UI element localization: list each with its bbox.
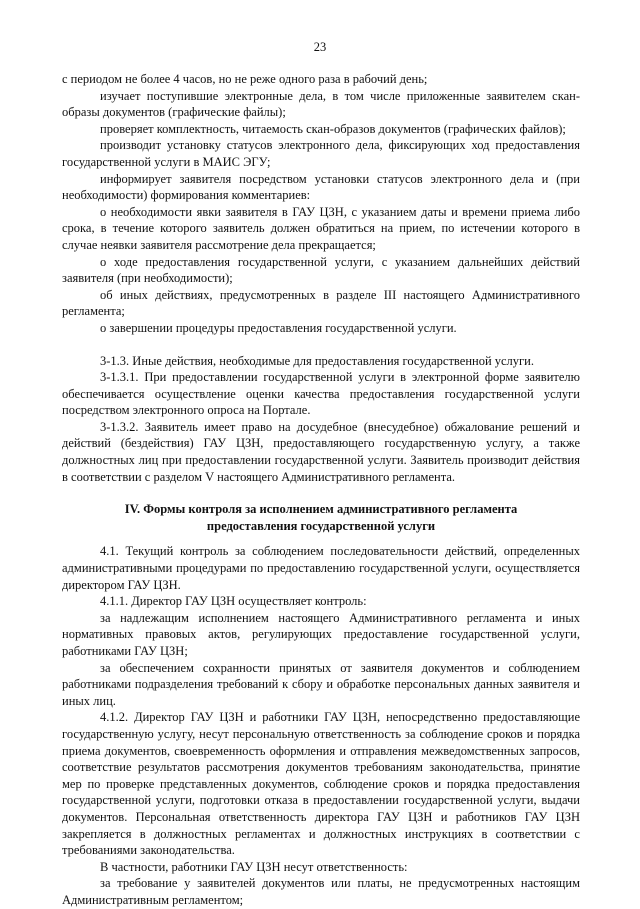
paragraph-procedure-completion: о завершении процедуры предоставления государственной услуги. bbox=[100, 320, 457, 335]
paragraph-3-1-3-1: 3-1.3.1. При предоставлении государственной услуги в электронной форме заявителю обеспечивается осуществление оценки качества предоставления государственной услуги посредством электронного опроса на Портале. bbox=[62, 370, 580, 418]
paragraph-4-1-1: 4.1.1. Директор ГАУ ЦЗН осуществляет контроль: bbox=[100, 594, 367, 609]
paragraph-control-compliance: за надлежащим исполнением настоящего Административного регламента и иных нормативных правовых актов, регулирующих предоставление государственной услуги, работниками ГАУ ЦЗН; bbox=[62, 610, 580, 658]
page-body bbox=[62, 71, 580, 909]
paragraph-informs-applicant: информирует заявителя посредством установки статусов электронного дела и (при необходимости) формирования комментариев: bbox=[62, 171, 580, 203]
page-number: 23 bbox=[313, 40, 327, 54]
paragraph-service-progress: о ходе предоставления государственной услуги, с указанием дальнейших действий заявителя (при необходимости); bbox=[62, 254, 580, 286]
paragraph-appearance-required: о необходимости явки заявителя в ГАУ ЦЗН, с указанием даты и времени приема либо срока, в течение которого заявитель должен обратиться на прием, по истечении которого в случае неявки заявителя рассмотрение дела прекращается; bbox=[62, 204, 580, 252]
section-heading-iv: IV. Формы контроля за исполнением административного регламента предоставления государственной услуги bbox=[124, 502, 518, 533]
paragraph-4-1-2: 4.1.2. Директор ГАУ ЦЗН и работники ГАУ ЦЗН, непосредственно предоставляющие государственную услугу, несут персональную ответственность за соблюдение сроков и порядка приема документов, своевременность оформления и отправления межведомственных запросов, соответствие результатов рассмотрения документов требованиям законодательства, принятие мер по проверке представленных документов, соблюдение сроков и порядка предоставления государственной услуги, подготовки отказа в предоставлении государственной услуги, выдачи документов. Персональная ответственность директора ГАУ ЦЗН и работников ГАУ ЦЗН закрепляется в должностных регламентах и должностных инструкциях в соответствии с требованиями законодательства. bbox=[62, 710, 580, 858]
paragraph-other-actions: об иных действиях, предусмотренных в разделе III настоящего Административного регламента; bbox=[62, 287, 580, 319]
paragraph-responsibility: В частности, работники ГАУ ЦЗН несут ответственность: bbox=[100, 859, 408, 874]
paragraph-requirement-documents: за требование у заявителей документов или платы, не предусмотренных настоящим Административным регламентом; bbox=[62, 876, 580, 907]
paragraph-3-1-3-2: 3-1.3.2. Заявитель имеет право на досудебное (внесудебное) обжалование решений и действий (бездействия) ГАУ ЦЗН, предоставляющего государственную услугу, а также должностных лиц при предоставлении государственной услуги. Заявитель производит действия в соответствии с разделом V настоящего Административного регламента. bbox=[62, 419, 580, 484]
paragraph-period: с периодом не более 4 часов, но не реже одного раза в рабочий день; bbox=[62, 72, 428, 86]
paragraph-4-1: 4.1. Текущий контроль за соблюдением последовательности действий, определенных административными процедурами по предоставлению государственной услуги, осуществляется директором ГАУ ЦЗН. bbox=[62, 544, 580, 592]
paragraph-control-safekeeping: за обеспечением сохранности принятых от заявителя документов и соблюдением работниками подразделения требований к сбору и обработке персональных данных заявителя и иных лиц. bbox=[62, 660, 580, 708]
paragraph-studies-cases: изучает поступившие электронные дела, в том числе приложенные заявителем скан-образы документов (графические файлы); bbox=[62, 88, 580, 120]
paragraph-sets-statuses: производит установку статусов электронного дела, фиксирующих ход предоставления государственной услуги в МАИС ЭГУ; bbox=[62, 138, 580, 169]
paragraph-3-1-3: 3-1.3. Иные действия, необходимые для предоставления государственной услуги. bbox=[100, 353, 534, 368]
paragraph-checks-completeness: проверяет комплектность, читаемость скан-образов документов (графических файлов); bbox=[100, 121, 566, 136]
